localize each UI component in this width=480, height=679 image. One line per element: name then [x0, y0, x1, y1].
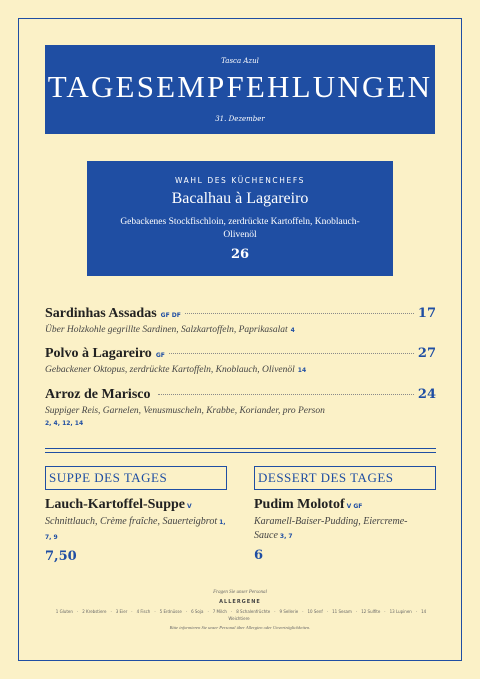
dish-description: Über Holzkohle gegrillte Sardinen, Salzkartoffeln, Paprikasalat	[45, 325, 288, 335]
dessert-price: 6	[254, 548, 264, 563]
allergen-info: Bitte informieren Sie unser Personal über Allergien oder Unverträglichkeiten.	[169, 625, 311, 630]
allergen-separator: ·	[274, 609, 276, 614]
dish-name: Polvo à Lagareiro	[45, 346, 152, 361]
dish-name: Arroz de Marisco	[45, 387, 151, 402]
dessert-heading: DESSERT DES TAGES	[254, 466, 436, 490]
footer	[45, 590, 435, 630]
dish-allergens: 2, 4, 12, 14	[45, 420, 84, 427]
soup-description: Schnittlauch, Crème fraîche, Sauerteigbrot	[45, 516, 218, 527]
allergen-item: 4 Fisch	[136, 609, 151, 614]
dish-diet-tags: GF DF	[160, 312, 181, 319]
ask-staff-note: Fragen Sie unser Personal	[213, 590, 267, 595]
page-title: TAGESEMPFEHLUNGEN	[47, 69, 433, 104]
allergen-item: 3 Eier	[115, 609, 128, 614]
menu-date: 31. Dezember	[215, 115, 265, 123]
section-divider	[45, 448, 436, 449]
allergen-separator: ·	[110, 609, 112, 614]
soup-allergens: 1, 7, 9	[45, 519, 226, 541]
dish-allergens: 14	[297, 367, 307, 374]
allergen-item: 12 Sulfite	[361, 609, 381, 614]
allergen-item: 7 Milch	[212, 609, 227, 614]
allergen-separator: ·	[415, 609, 418, 614]
soup-section	[45, 466, 227, 564]
allergen-separator: ·	[355, 609, 358, 614]
dessert-allergens: 3, 7	[279, 533, 293, 540]
allergen-item: 5 Erdnüsse	[159, 609, 182, 614]
dish-description: Suppiger Reis, Garnelen, Venusmuscheln, Krabbe, Koriander, pro Person	[45, 406, 325, 416]
allergen-separator: ·	[131, 609, 133, 614]
allergen-separator: ·	[154, 609, 156, 614]
chef-choice-label: WAHL DES KÜCHENCHEFS	[175, 176, 305, 185]
allergen-item: 2 Krebstiere	[82, 609, 107, 614]
allergen-item: 13 Lupinen	[389, 609, 412, 614]
allergen-item: 14 Weichtiere	[228, 609, 427, 621]
allergen-item: 11 Sesam	[332, 609, 352, 614]
allergen-item: 8 Schalenfrüchte	[236, 609, 271, 614]
allergen-separator: ·	[384, 609, 386, 614]
dessert-diet-tag: V GF	[346, 503, 363, 510]
dish-allergens: 4	[290, 327, 295, 334]
dish-item	[45, 387, 436, 427]
allergen-heading: ALLERGENE	[219, 599, 261, 605]
dessert-section	[254, 466, 436, 563]
chef-choice-box	[87, 161, 393, 276]
allergen-item: 10 Senf	[307, 609, 323, 614]
soup-heading: SUPPE DES TAGES	[45, 466, 227, 490]
allergen-item: 6 Soja	[191, 609, 204, 614]
allergen-separator: ·	[207, 609, 209, 614]
header-banner	[45, 45, 435, 134]
allergen-separator: ·	[76, 609, 79, 614]
dish-item	[45, 346, 436, 377]
restaurant-name: Tasca Azul	[221, 57, 259, 65]
dish-item	[45, 306, 436, 337]
dish-price: 17	[417, 306, 436, 321]
leader-dots	[158, 394, 413, 395]
dish-price: 24	[417, 387, 436, 402]
leader-dots	[185, 313, 414, 314]
allergen-item: 9 Sellerie	[279, 609, 299, 614]
dessert-description: Karamell-Baiser-Pudding, Eiercreme-Sauce	[254, 516, 408, 541]
allergen-separator: ·	[185, 609, 188, 614]
allergen-separator: ·	[302, 609, 304, 614]
dish-diet-tags: GF	[155, 352, 165, 359]
dish-name: Sardinhas Assadas	[45, 306, 157, 321]
dish-description: Gebackener Oktopus, zerdrückte Kartoffeln, Knoblauch, Olivenöl	[45, 365, 295, 375]
soup-name: Lauch-Kartoffel-Suppe	[45, 497, 185, 512]
dessert-name: Pudim Molotof	[254, 497, 345, 512]
allergen-separator: ·	[230, 609, 233, 614]
dish-price: 27	[417, 346, 436, 361]
allergen-item: 1 Gluten	[55, 609, 73, 614]
soup-price: 7,50	[45, 549, 77, 564]
chef-dish-description: Gebackenes Stockfischloin, zerdrückte Kartoffeln, Knoblauch-Olivenöl	[120, 217, 360, 240]
section-divider	[45, 452, 436, 453]
chef-dish-name: Bacalhau à Lagareiro	[171, 190, 309, 207]
allergen-separator: ·	[326, 609, 329, 614]
soup-diet-tag: V	[187, 503, 192, 510]
leader-dots	[169, 353, 414, 354]
allergen-list	[45, 608, 435, 622]
chef-dish-price: 26	[230, 247, 250, 262]
